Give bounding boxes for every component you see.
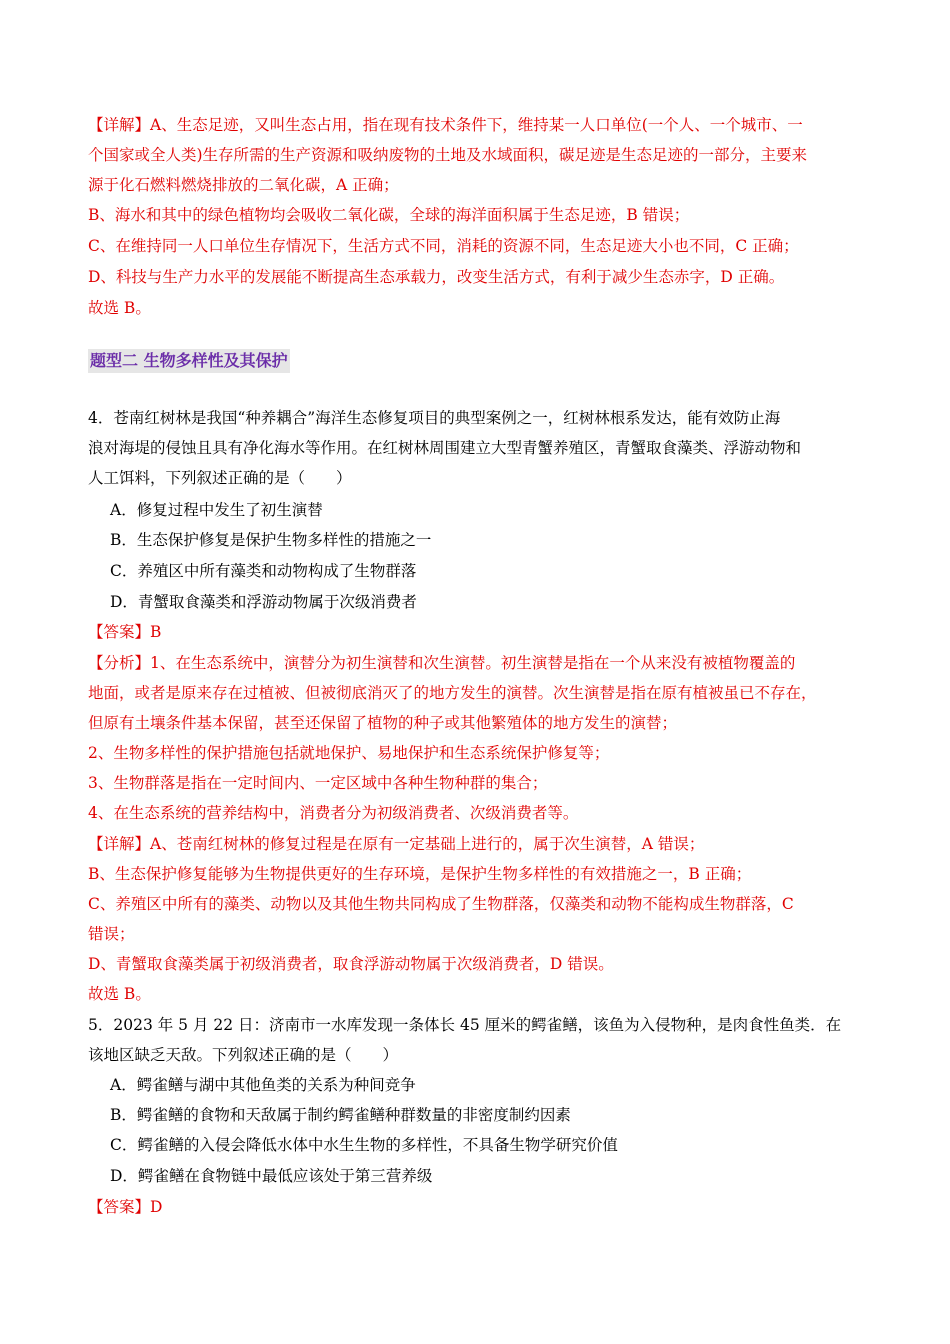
analysis-line: 3、生物群落是指在一定时间内、一定区域中各种生物种群的集合； [88,774,548,792]
detail-line: C、养殖区中所有的藻类、动物以及其他生物共同构成了生物群落，仅藻类和动物不能构成生物群落，C [88,895,794,913]
detail-line: 错误； [88,925,135,943]
analysis-line: 4、在生态系统的营养结构中，消费者分为初级消费者、次级消费者等。 [88,804,579,822]
detail-line: 【详解】A、苍南红树林的修复过程是在原有一定基础上进行的，属于次生演替，A 错误； [88,835,705,853]
option-d: D．青蟹取食藻类和浮游动物属于次级消费者 [110,593,417,611]
analysis-line: 但原有土壤条件基本保留，甚至还保留了植物的种子或其他繁殖体的地方发生的演替； [88,714,678,732]
detail-line: 个国家或全人类)生存所需的生产资源和吸纳废物的土地及水域面积，碳足迹是生态足迹的一部分，主要来 [88,146,808,164]
answer-line: 【答案】B [88,623,162,641]
choose-line: 故选 B。 [88,299,151,317]
detail-line: 源于化石燃料燃烧排放的二氧化碳，A 正确； [88,176,399,194]
detail-line: D、青蟹取食藻类属于初级消费者，取食浮游动物属于次级消费者，D 错误。 [88,955,614,973]
detail-line: B、生态保护修复能够为生物提供更好的生存环境，是保护生物多样性的有效措施之一，B 正确； [88,865,752,883]
option-a: A．鳄雀鳝与湖中其他鱼类的关系为种间竞争 [110,1076,416,1094]
analysis-line: 【分析】1、在生态系统中，演替分为初生演替和次生演替。初生演替是指在一个从来没有被植物覆盖的 [88,654,796,672]
option-b: B．生态保护修复是保护生物多样性的措施之一 [110,531,432,549]
option-c: C．养殖区中所有藻类和动物构成了生物群落 [110,562,417,580]
detail-line: D、科技与生产力水平的发展能不断提高生态承载力，改变生活方式，有利于减少生态赤字，D 正确。 [88,268,785,286]
option-d: D．鳄雀鳝在食物链中最低应该处于第三营养级 [110,1167,433,1185]
question-stem: 5．2023 年 5 月 22 日：济南市一水库发现一条体长 45 厘米的鳄雀鳝，该鱼为入侵物种，是肉食性鱼类．在 [88,1016,842,1034]
choose-line: 故选 B。 [88,985,151,1003]
detail-line: 【详解】A、生态足迹，又叫生态占用，指在现有技术条件下，维持某一人口单位(一个人、一个城市、一 [88,116,803,134]
section-heading: 题型二 生物多样性及其保护 [88,349,290,373]
question-stem: 4．苍南红树林是我国“种养耦合”海洋生态修复项目的典型案例之一，红树林根系发达，能有效防止海 [88,409,781,427]
detail-line: C、在维持同一人口单位生存情况下，生活方式不同，消耗的资源不同，生态足迹大小也不同，C 正确； [88,237,799,255]
answer-line: 【答案】D [88,1198,163,1216]
question-stem: 浪对海堤的侵蚀且具有净化海水等作用。在红树林周围建立大型青蟹养殖区，青蟹取食藻类、浮游动物和 [88,439,802,457]
question-stem: 该地区缺乏天敌。下列叙述正确的是（ ） [88,1046,399,1064]
option-c: C．鳄雀鳝的入侵会降低水体中水生生物的多样性，不具备生物学研究价值 [110,1136,618,1154]
analysis-line: 地面，或者是原来存在过植被、但被彻底消灭了的地方发生的演替。次生演替是指在原有植被虽已不存在， [88,684,817,702]
analysis-line: 2、生物多样性的保护措施包括就地保护、易地保护和生态系统保护修复等； [88,744,610,762]
question-stem: 人工饵料，下列叙述正确的是（ ） [88,469,352,487]
option-b: B．鳄雀鳝的食物和天敌属于制约鳄雀鳝种群数量的非密度制约因素 [110,1106,571,1124]
detail-line: B、海水和其中的绿色植物均会吸收二氧化碳，全球的海洋面积属于生态足迹，B 错误； [88,206,690,224]
option-a: A．修复过程中发生了初生演替 [110,501,323,519]
